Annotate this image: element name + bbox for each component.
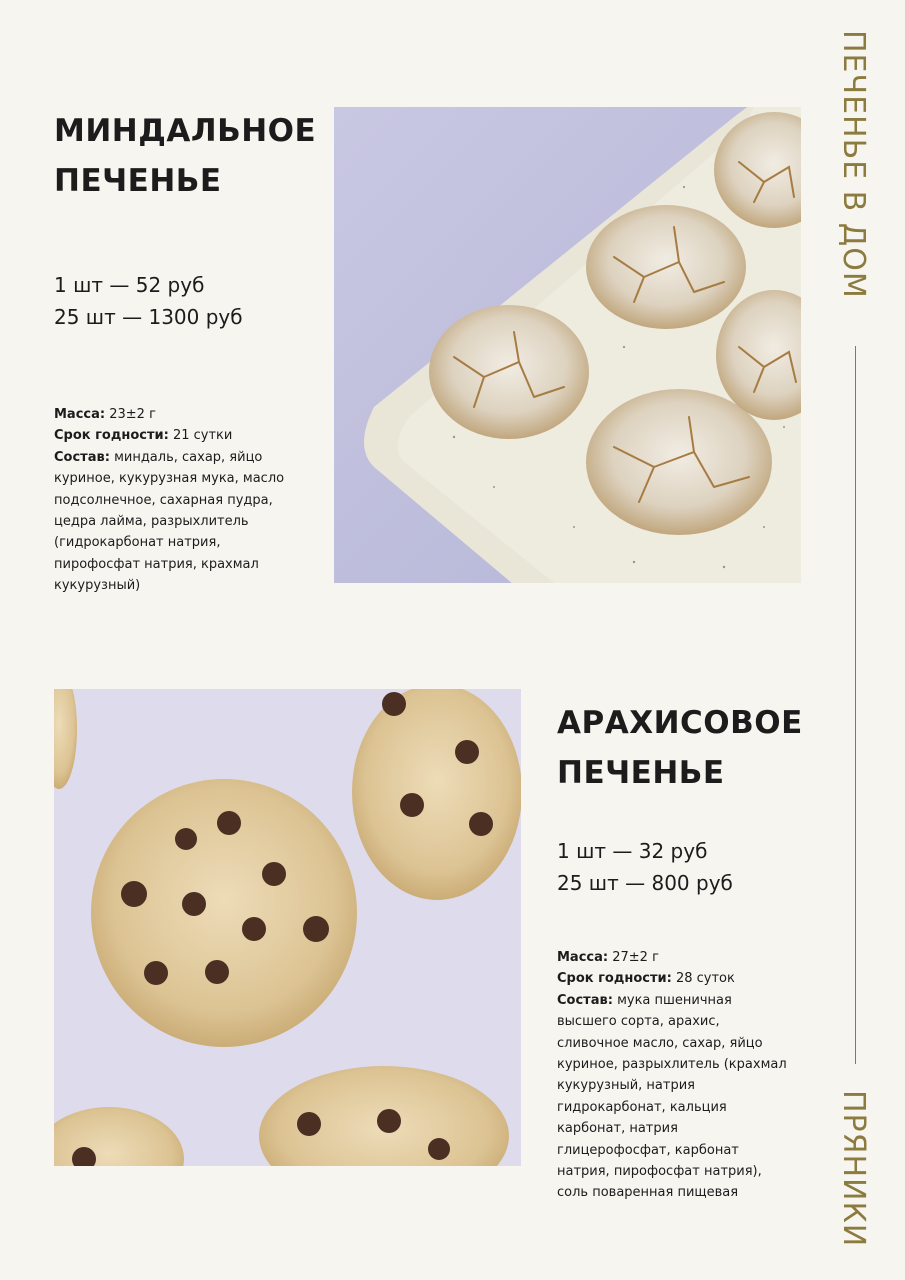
side-title-bottom: ПРЯНИКИ: [836, 1090, 871, 1248]
product2-details: [557, 947, 789, 1204]
product1-title-line2: ПЕЧЕНЬЕ: [54, 163, 222, 199]
product1-composition: [54, 447, 299, 597]
product2-title-line2: ПЕЧЕНЬЕ: [557, 755, 725, 791]
product2-mass-value: 27±2 г: [612, 950, 659, 965]
product1-prices: [54, 269, 243, 333]
product1-mass: [54, 404, 299, 425]
side-divider-line: [855, 346, 856, 1064]
product1-shelf-label: Срок годности:: [54, 428, 169, 444]
product1-details: [54, 404, 299, 597]
product1-comp-label: Состав:: [54, 449, 110, 465]
product1-mass-label: Масса:: [54, 407, 106, 422]
product2-price-single: 1 шт — 32 руб: [557, 839, 708, 863]
product1-photo: [334, 107, 801, 583]
product2-shelf-value: 28 суток: [675, 971, 735, 987]
product1-title-line1: МИНДАЛЬНОЕ: [54, 113, 317, 149]
product2-prices: [557, 835, 733, 899]
product1-shelf-life: [54, 425, 299, 446]
product2-title-line1: АРАХИСОВОЕ: [557, 705, 803, 741]
side-title-top: ПЕЧЕНЬЕ В ДОМ: [836, 30, 871, 299]
product2-price-bulk: 25 шт — 800 руб: [557, 871, 733, 895]
product1-price-single: 1 шт — 52 руб: [54, 273, 205, 297]
product2-composition: [557, 990, 789, 1204]
product2-photo: [54, 689, 521, 1166]
product2-comp-value: мука пшеничная высшего сорта, арахис, сливочное масло, сахар, яйцо куриное, разрыхлитель (крахмал кукурузный, натрия гидрокарбонат, кальция карбонат, натрия глицерофосфат, карбонат натрия, пирофосфат натрия), соль поваренная пищевая: [557, 992, 787, 1201]
product1-price-bulk: 25 шт — 1300 руб: [54, 305, 243, 329]
product2-shelf-life: [557, 968, 789, 989]
product2-mass: [557, 947, 789, 968]
product1-shelf-value: 21 сутки: [172, 428, 233, 444]
product2-title: [557, 698, 803, 798]
product1-mass-value: 23±2 г: [109, 407, 156, 422]
product2-shelf-label: Срок годности:: [557, 971, 672, 987]
product2-mass-label: Масса:: [557, 950, 609, 965]
product1-comp-value: миндаль, сахар, яйцо куриное, кукурузная мука, масло подсолнечное, сахарная пудра, цедра лайма, разрыхлитель (гидрокарбонат натрия, пирофосфат натрия, крахмал кукурузный): [54, 449, 285, 594]
product2-comp-label: Состав:: [557, 992, 613, 1008]
product1-title: [54, 106, 316, 206]
